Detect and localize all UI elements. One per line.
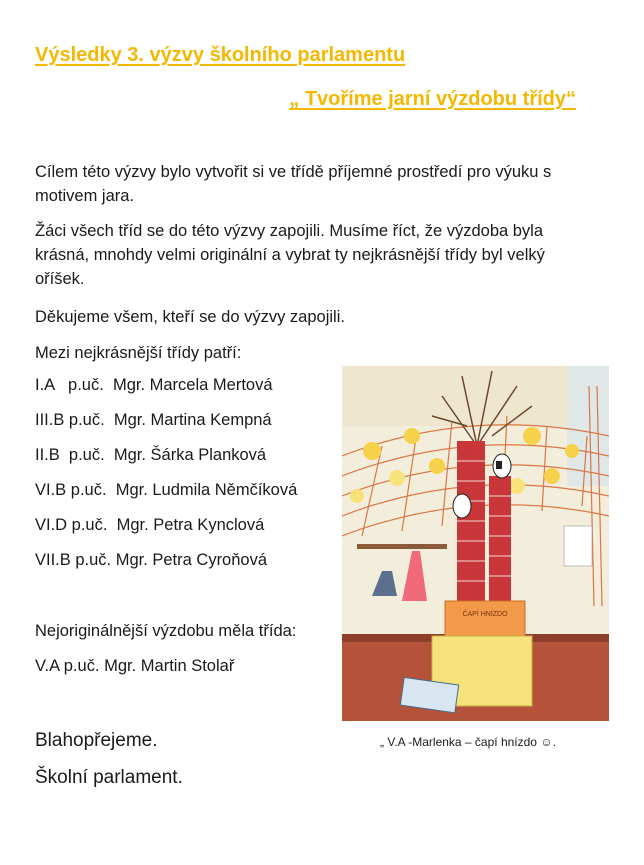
- box-label: ČAPÍ HNÍZDO: [462, 611, 508, 618]
- winner-item: II.B p.uč. Mgr. Šárka Planková: [35, 446, 267, 464]
- congrats-text: Blahopřejeme.: [35, 730, 158, 751]
- photo-illustration: [342, 366, 609, 721]
- winner-item: VI.B p.uč. Mgr. Ludmila Němčíková: [35, 481, 298, 499]
- participation-paragraph: Žáci všech tříd se do této výzvy zapojili. Musíme říct, že výzdoba byla krásná, mnohdy velmi originální a vybrat ty nejkrásnější třídy byl velký oříšek.: [35, 222, 545, 288]
- title-line-1: Výsledky 3. výzvy školního parlamentu: [35, 44, 406, 66]
- winners-heading: Mezi nejkrásnější třídy patří:: [35, 344, 242, 362]
- title-line-2: „ Tvoříme jarní výzdobu třídy“: [289, 88, 576, 110]
- classroom-decoration-photo: [342, 366, 609, 721]
- orange-box: [445, 601, 525, 641]
- winner-item: VII.B p.uč. Mgr. Petra Cyroňová: [35, 551, 268, 569]
- winner-item: III.B p.uč. Mgr. Martina Kempná: [35, 411, 272, 429]
- thanks-paragraph: Děkujeme všem, kteří se do výzvy zapojili.: [35, 308, 345, 326]
- photo-caption: „ V.A -Marlenka – čapí hnízdo ☺.: [380, 735, 556, 749]
- original-winner: V.A p.uč. Mgr. Martin Stolař: [35, 657, 235, 675]
- winner-item: I.A p.uč. Mgr. Marcela Mertová: [35, 376, 273, 394]
- intro-paragraph: Cílem této výzvy bylo vytvořit si ve třídě příjemné prostředí pro výuku s motivem jara.: [35, 163, 552, 205]
- original-label: Nejoriginálnější výzdobu měla třída:: [35, 622, 297, 640]
- signature-text: Školní parlament.: [35, 767, 183, 788]
- winner-item: VI.D p.uč. Mgr. Petra Kynclová: [35, 516, 265, 534]
